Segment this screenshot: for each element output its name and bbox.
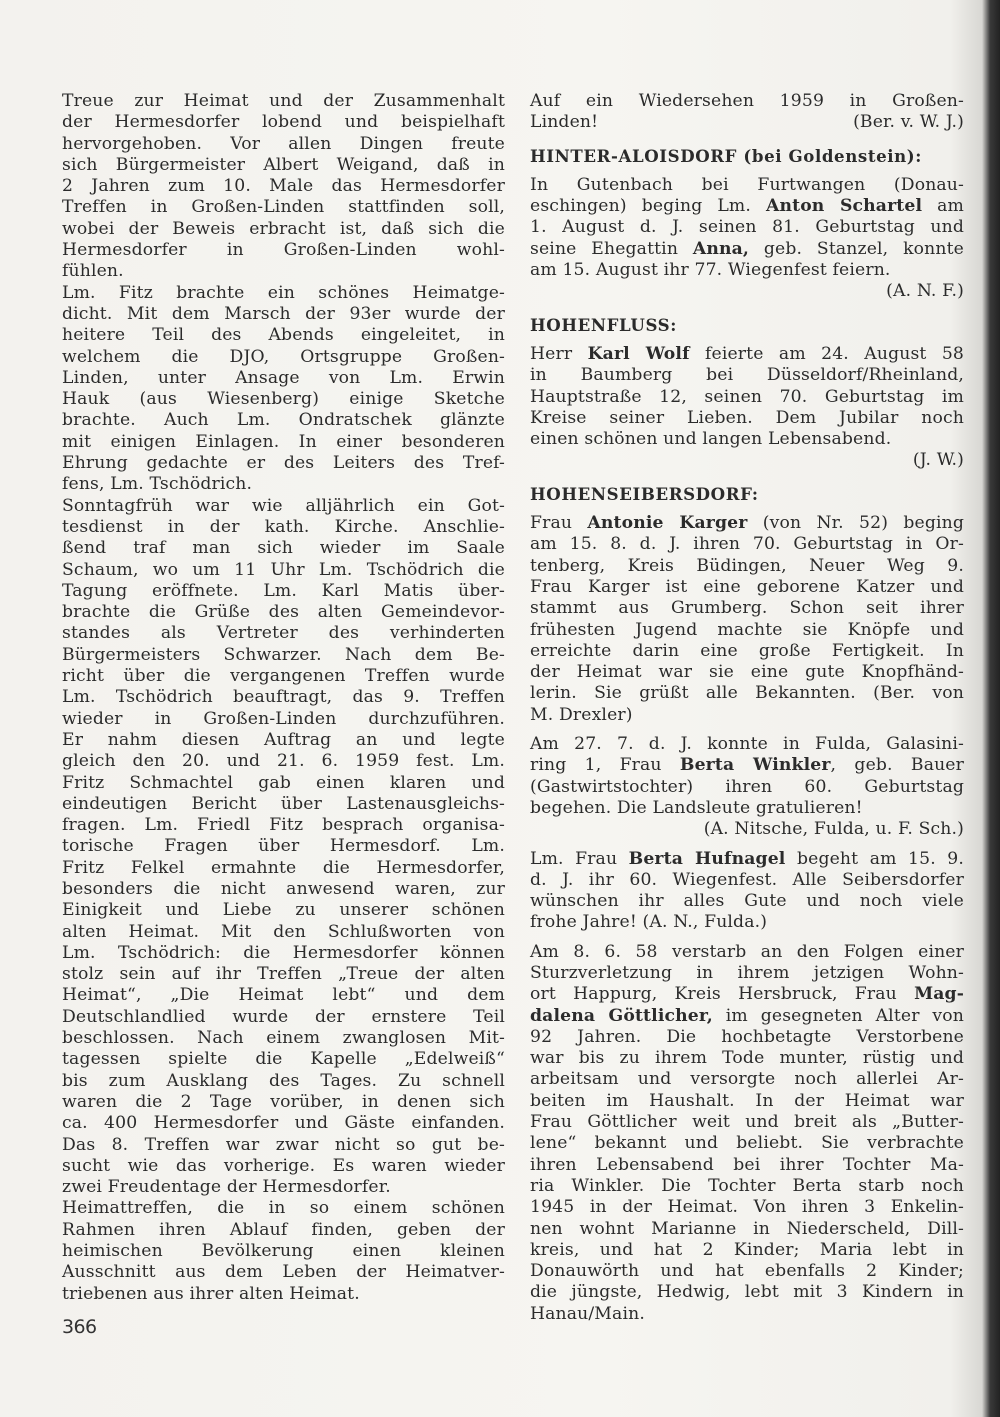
text-line: heimischen Bevölkerung einen kleinen bbox=[62, 1241, 505, 1262]
text-line: hervorgehoben. Vor allen Dingen freute bbox=[62, 133, 505, 154]
text-line: ßend traf man sich wieder im Saale bbox=[62, 538, 505, 559]
text-line: Hermesdorfer in Großen-Linden wohl- bbox=[62, 240, 505, 261]
section-heading: HOHENFLUSS: bbox=[530, 314, 677, 335]
text-line: Lm. Tschödrich beauftragt, das 9. Treffen bbox=[62, 687, 505, 708]
entry-paragraph bbox=[530, 175, 964, 303]
text-line: frühesten Jugend machte sie Knöpfe und bbox=[530, 619, 964, 640]
text-line: triebenen aus ihrer alten Heimat. bbox=[62, 1283, 360, 1304]
text-line: Linden, unter Ansage von Lm. Erwin bbox=[62, 367, 505, 388]
signature: (J. W.) bbox=[912, 450, 964, 471]
text-line: nen wohnt Marianne in Niederscheld, Dill- bbox=[530, 1218, 964, 1239]
text-line: tenberg, Kreis Büdingen, Neuer Weg 9. bbox=[530, 555, 964, 576]
text-line: Lm. Fitz brachte ein schönes Heimatge- bbox=[62, 282, 505, 303]
text-line: Einigkeit und Liebe zu unserer schönen bbox=[62, 900, 505, 921]
text-line: fens, Lm. Tschödrich. bbox=[62, 474, 253, 495]
text-line: welchem die DJO, Ortsgruppe Großen- bbox=[62, 346, 505, 367]
text-line: frohe Jahre! (A. N., Fulda.) bbox=[530, 912, 768, 933]
text-line: wobei der Beweis erbracht ist, daß sich die bbox=[62, 218, 505, 239]
text-line: waren die 2 Tage vorüber, in denen sich bbox=[62, 1091, 505, 1112]
text-line: ihren Lebensabend bei ihrer Tochter Ma- bbox=[530, 1154, 964, 1175]
text-line: Hauk (aus Wiesenberg) einige Sketche bbox=[62, 389, 505, 410]
sections bbox=[530, 146, 964, 1325]
text-line: Frau Göttlicher weit und breit als „Butter- bbox=[530, 1112, 964, 1133]
text-line: Donauwörth und hat ebenfalls 2 Kinder; bbox=[530, 1261, 964, 1282]
text-line: 1945 in der Heimat. Von ihren 3 Enkelin- bbox=[530, 1197, 964, 1218]
entry-paragraph bbox=[530, 849, 964, 934]
text-line: 92 Jahren. Die hochbetagte Verstorbene bbox=[530, 1026, 964, 1047]
text-line: Er nahm diesen Auftrag an und legte bbox=[62, 729, 505, 750]
text-line: richt über die vergangenen Treffen wurde bbox=[62, 666, 505, 687]
text-line: dicht. Mit dem Marsch der 93er wurde der bbox=[62, 303, 505, 324]
text-line: Hauptstraße 12, seinen 70. Geburtstag im bbox=[530, 386, 964, 407]
text-line: Bürgermeisters Schwarzer. Nach dem Be- bbox=[62, 644, 505, 665]
text-line: erreichte darin eine große Fertigkeit. In bbox=[530, 640, 964, 661]
text-line: arbeitsam und versorgte noch allerlei Ar- bbox=[530, 1069, 964, 1090]
entry-paragraph bbox=[530, 513, 964, 726]
text-line: Lm. Tschödrich: die Hermesdorfer können bbox=[62, 942, 505, 963]
text-line: Heimattreffen, die in so einem schönen bbox=[62, 1198, 505, 1219]
text-line: standes als Vertreter des verhinderten bbox=[62, 623, 505, 644]
text-line: Schaum, wo um 11 Uhr Lm. Tschödrich die bbox=[62, 559, 505, 580]
text-line: der Hermesdorfer lobend und beispielhaft bbox=[62, 112, 505, 133]
text-line: Treffen in Großen-Linden stattfinden soll, bbox=[62, 197, 505, 218]
text-line: Deutschlandlied wurde der ernstere Teil bbox=[62, 1006, 505, 1027]
text-line: gleich den 20. und 21. 6. 1959 fest. Lm. bbox=[62, 751, 505, 772]
text-line: ca. 400 Hermesdorfer und Gäste einfanden. bbox=[62, 1113, 505, 1134]
page-number: 366 bbox=[62, 1316, 97, 1338]
text-line: begehen. Die Landsleute gratulieren! bbox=[530, 797, 863, 818]
signature: (Ber. v. W. J.) bbox=[853, 112, 964, 133]
text-line: Treue zur Heimat und der Zusammenhalt bbox=[62, 91, 505, 111]
text-line: Hanau/Main. bbox=[530, 1303, 645, 1324]
text-line: heitere Teil des Abends eingeleitet, in bbox=[62, 325, 505, 346]
text-line: war bis zu ihrem Tode munter, rüstig und bbox=[530, 1048, 964, 1069]
text-line: Kreise seiner Lieben. Dem Jubilar noch bbox=[530, 407, 964, 428]
text-line: tagessen spielte die Kapelle „Edelweiß“ bbox=[62, 1049, 505, 1070]
text-line: Fritz Felkel ermahnte die Hermesdorfer, bbox=[62, 857, 505, 878]
paragraph bbox=[62, 496, 505, 1199]
text-line: Ehrung gedachte er des Leiters des Tref- bbox=[62, 453, 505, 474]
text-line: lerin. Sie grüßt alle Bekannten. (Ber. von bbox=[530, 683, 964, 704]
text-line: stolz sein auf ihr Treffen „Treue der alten bbox=[62, 964, 505, 985]
text-line: die jüngste, Hedwig, lebt mit 3 Kindern in bbox=[530, 1282, 964, 1303]
text-line: Am 8. 6. 58 verstarb an den Folgen einer bbox=[530, 941, 964, 962]
text-line: Fritz Schmachtel gab einen klaren und bbox=[62, 772, 505, 793]
text-line: lene“ bekannt und beliebt. Sie verbrachte bbox=[530, 1133, 964, 1154]
paragraph bbox=[62, 1198, 505, 1304]
signature: (A. N. F.) bbox=[886, 281, 964, 302]
text-line: Herr Karl Wolf feierte am 24. August 58 bbox=[530, 343, 965, 364]
text-line: wünschen ihr alles Gute und noch viele bbox=[530, 891, 964, 912]
text-line: besonders die nicht anwesend waren, zur bbox=[62, 878, 505, 899]
section-heading: HOHENSEIBERSDORF: bbox=[530, 483, 759, 504]
text-line: beschlossen. Nach einem zwanglosen Mit- bbox=[62, 1028, 505, 1049]
text-line: fragen. Lm. Friedl Fitz besprach organisa- bbox=[62, 815, 505, 836]
text-line: wieder in Großen-Linden durchzuführen. bbox=[62, 708, 505, 729]
text-line: bis zum Ausklang des Tages. Zu schnell bbox=[62, 1070, 505, 1091]
text-line: Frau Karger ist eine geborene Katzer und bbox=[530, 576, 964, 597]
text-line: mit einigen Einlagen. In einer besonderen bbox=[62, 431, 505, 452]
text-line: dalena Göttlicher, im gesegneten Alter von bbox=[530, 1005, 964, 1026]
text-line: seine Ehegattin Anna, geb. Stanzel, konnte bbox=[530, 238, 964, 259]
text-line: Tagung eröffnete. Lm. Karl Matis über- bbox=[62, 580, 505, 601]
text-line: Heimat“, „Die Heimat lebt“ und dem bbox=[62, 985, 505, 1006]
entry-paragraph bbox=[530, 734, 964, 840]
text-line: Das 8. Treffen war zwar nicht so gut be- bbox=[62, 1134, 505, 1155]
text-line: M. Drexler) bbox=[530, 704, 633, 725]
text-line: d. J. ihr 60. Wiegenfest. Alle Seibersdorfer bbox=[530, 869, 964, 890]
right-column bbox=[530, 91, 964, 1325]
text-line: torische Fragen über Hermesdorf. Lm. bbox=[62, 836, 505, 857]
text-line: Sonntagfrüh war wie alljährlich ein Got- bbox=[62, 495, 505, 516]
text-line: Frau Antonie Karger (von Nr. 52) beging bbox=[530, 513, 965, 534]
text-line bbox=[530, 112, 964, 133]
left-column bbox=[62, 91, 505, 1305]
text-line: am 15. August ihr 77. Wiegenfest feiern. bbox=[530, 260, 891, 281]
text-line: 2 Jahren zum 10. Male das Hermesdorfer bbox=[62, 176, 505, 197]
text-line: brachte. Auch Lm. Ondratschek glänzte bbox=[62, 410, 505, 431]
paragraph bbox=[62, 283, 505, 496]
text-line: alten Heimat. Mit den Schlußworten von bbox=[62, 921, 505, 942]
text-line: Lm. Frau Berta Hufnagel begeht am 15. 9. bbox=[530, 848, 964, 869]
text-line: eschingen) beging Lm. Anton Schartel am bbox=[530, 196, 964, 217]
text-line: 1. August d. J. seinen 81. Geburtstag und bbox=[530, 217, 964, 238]
text-line: In Gutenbach bei Furtwangen (Donau- bbox=[530, 174, 964, 195]
entry-paragraph bbox=[530, 344, 964, 472]
text-line: Auf ein Wiedersehen 1959 in Großen- bbox=[530, 91, 964, 111]
text-line: eindeutigen Bericht über Lastenausgleichs- bbox=[62, 793, 505, 814]
section-heading: HINTER-ALOISDORF (bei Goldenstein): bbox=[530, 145, 922, 166]
intro-last-line: Linden! bbox=[530, 112, 599, 133]
text-line: fühlen. bbox=[62, 261, 124, 282]
text-line: sucht wie das vorherige. Es waren wieder bbox=[62, 1155, 505, 1176]
text-line: zwei Freudentage der Hermesdorfer. bbox=[62, 1177, 391, 1198]
text-line: ria Winkler. Die Tochter Berta starb noch bbox=[530, 1175, 964, 1196]
entry-paragraph bbox=[530, 942, 964, 1325]
text-line: ort Happurg, Kreis Hersbruck, Frau Mag- bbox=[530, 984, 964, 1005]
signature: (A. Nitsche, Fulda, u. F. Sch.) bbox=[703, 819, 964, 840]
text-line: einen schönen und langen Lebensabend. bbox=[530, 429, 892, 450]
text-line: Ausschnitt aus dem Leben der Heimatver- bbox=[62, 1262, 505, 1283]
text-line: ring 1, Frau Berta Winkler, geb. Bauer bbox=[530, 755, 964, 776]
text-line: kreis, und hat 2 Kinder; Maria lebt in bbox=[530, 1239, 964, 1260]
intro-paragraph bbox=[530, 91, 964, 134]
text-line: Rahmen ihren Ablauf finden, geben der bbox=[62, 1219, 505, 1240]
text-line: (Gastwirtstochter) ihren 60. Geburtstag bbox=[530, 776, 964, 797]
text-line: am 15. 8. d. J. ihren 70. Geburtstag in Or- bbox=[530, 534, 964, 555]
text-line: sich Bürgermeister Albert Weigand, daß in bbox=[62, 154, 505, 175]
text-line: Sturzverletzung in ihrem jetzigen Wohn- bbox=[530, 962, 964, 983]
text-line: der Heimat war sie eine gute Knopfhänd- bbox=[530, 662, 964, 683]
text-line: beiten im Haushalt. In der Heimat war bbox=[530, 1090, 964, 1111]
text-line: in Baumberg bei Düsseldorf/Rheinland, bbox=[530, 365, 964, 386]
text-line: stammt aus Grumberg. Schon seit ihrer bbox=[530, 598, 964, 619]
text-line: brachte die Grüße des alten Gemeindevor- bbox=[62, 602, 505, 623]
text-line: Am 27. 7. d. J. konnte in Fulda, Galasini- bbox=[530, 734, 964, 755]
text-line: tesdienst in der kath. Kirche. Anschlie- bbox=[62, 516, 505, 537]
paragraph bbox=[62, 91, 505, 283]
